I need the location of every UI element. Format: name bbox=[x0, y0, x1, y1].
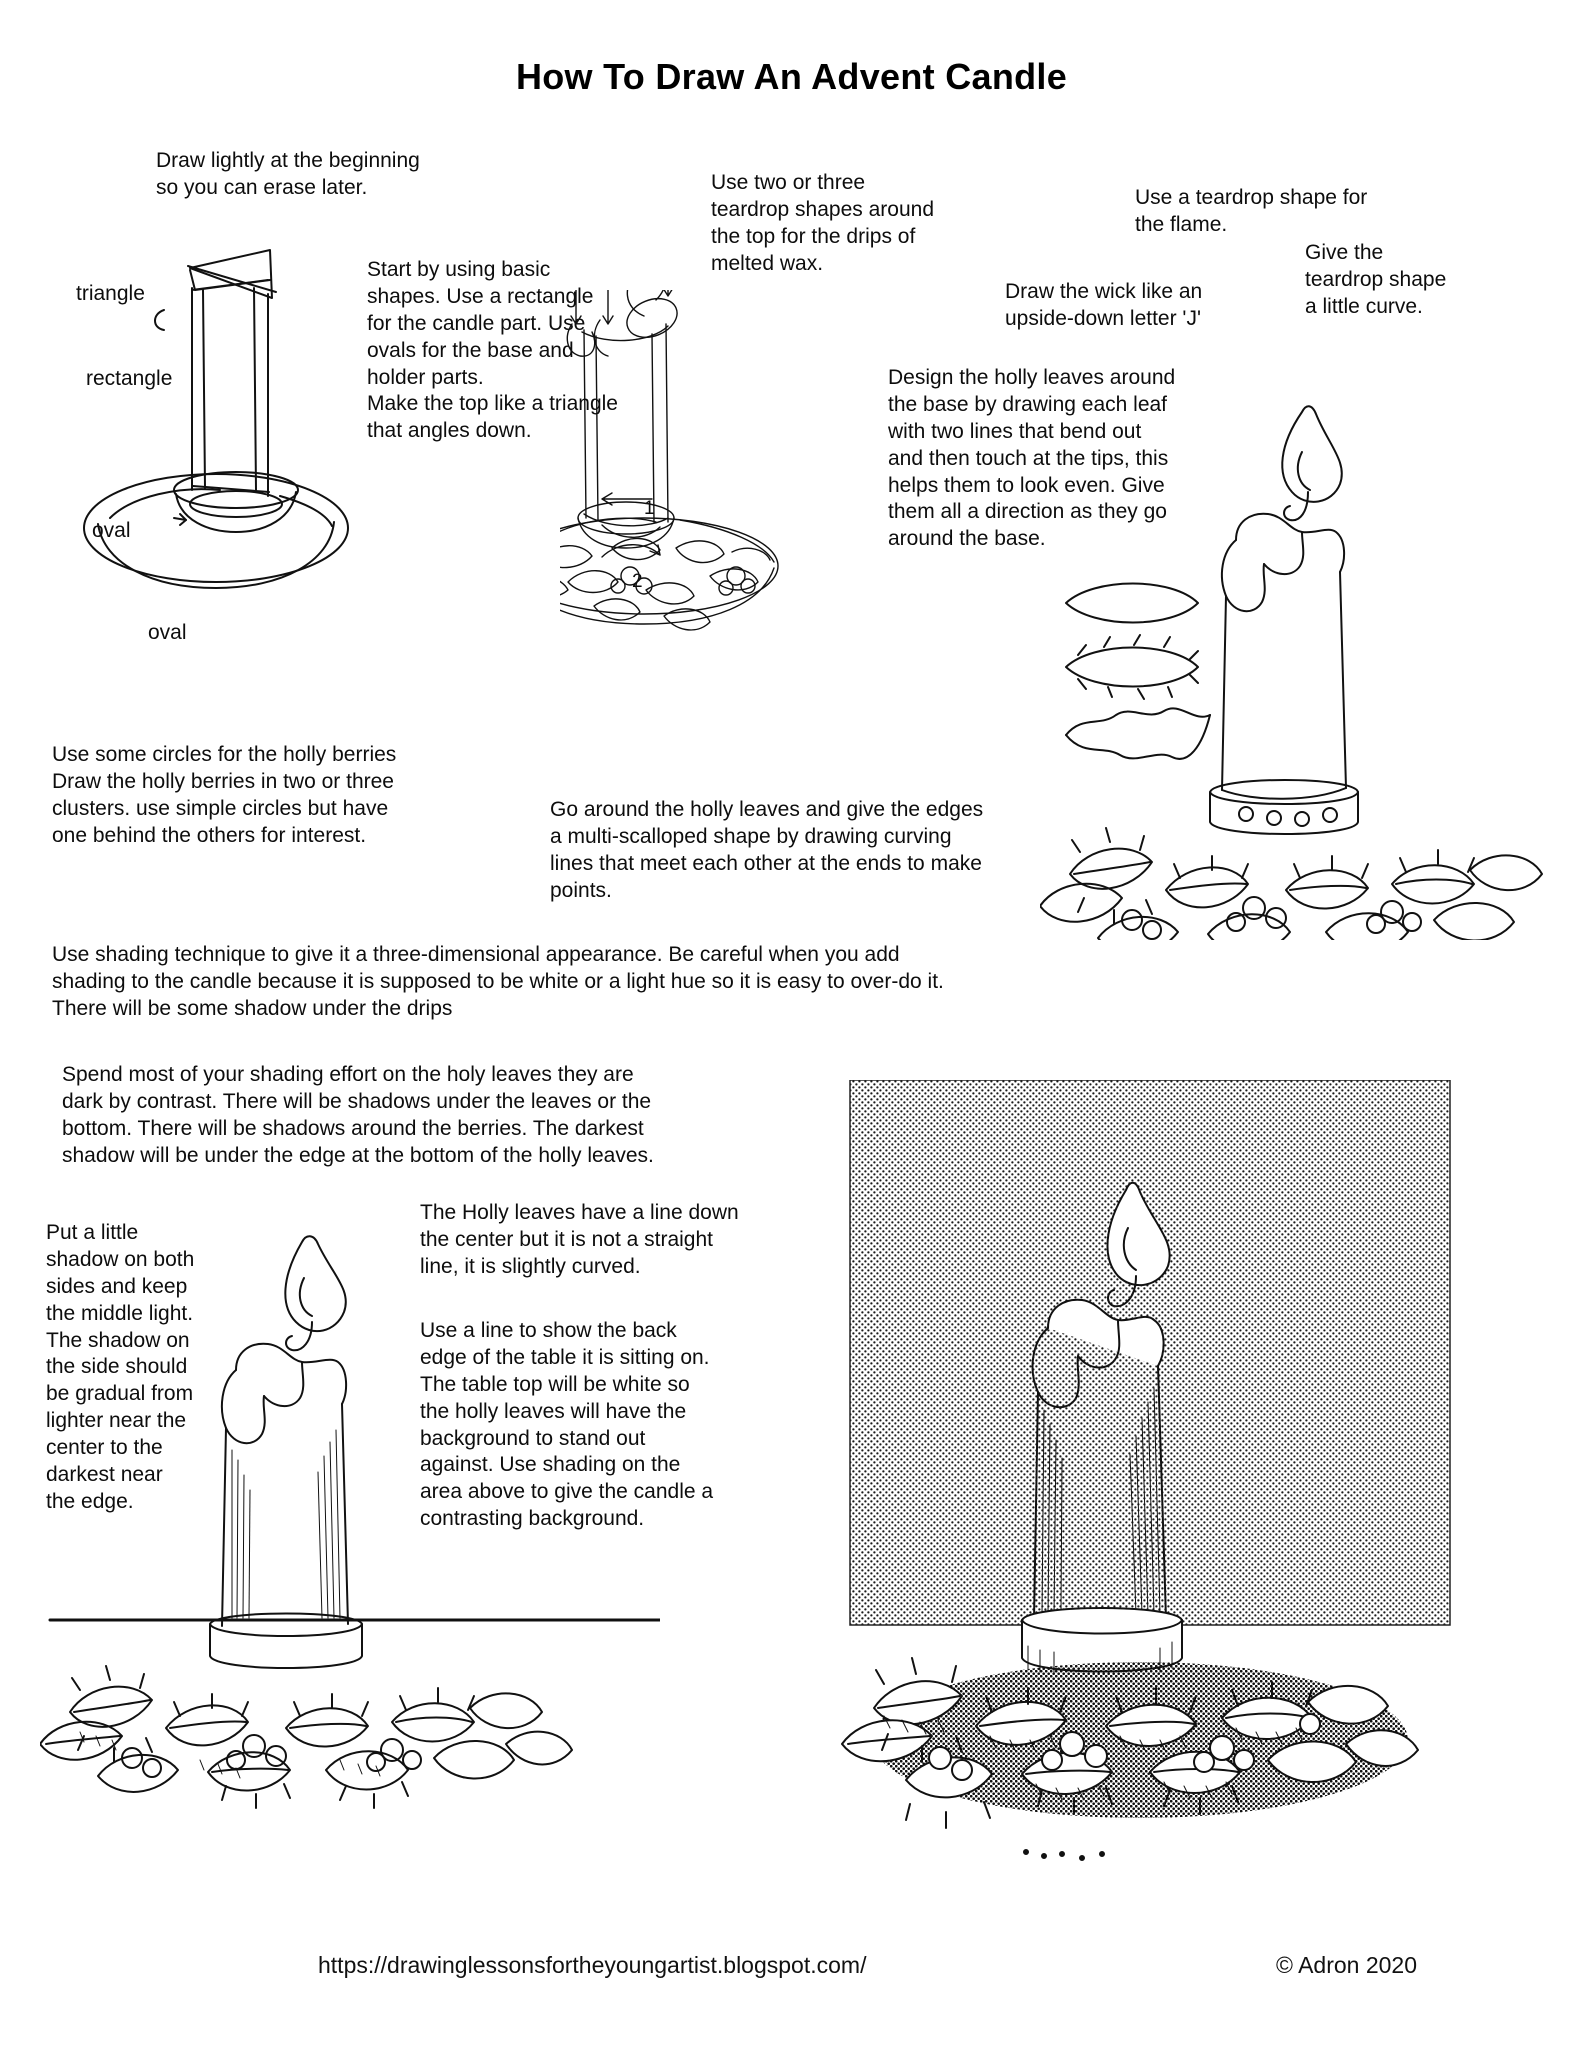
note-table-line: Use a line to show the back edge of the table it is sitting on. The table top will be white so the holly leaves will have the background to stand out against. Use shading on the area above to give the candle a contrasting background. bbox=[420, 1319, 714, 1531]
footer-copyright: © Adron 2020 bbox=[1276, 1952, 1417, 1978]
figure-finished-line-candle bbox=[1040, 400, 1560, 940]
page-title: How To Draw An Advent Candle bbox=[515, 56, 1068, 97]
footer-url[interactable]: https://drawinglessonsfortheyoungartist.blogspot.com/ bbox=[318, 1952, 867, 1978]
figure-shaded-candle bbox=[40, 1220, 660, 1870]
label-step-one: 1 bbox=[644, 498, 655, 519]
note-scallop: Go around the holly leaves and give the edges a multi-scalloped shape by drawing curving lines that meet each other at the ends to make points. bbox=[550, 798, 984, 902]
note-berries: Use some circles for the holly berries Draw the holly berries in two or three clusters. use simple circles but have one behind the others for interest. bbox=[52, 743, 397, 847]
note-draw-lightly: Draw lightly at the beginning so you can erase later. bbox=[156, 149, 420, 199]
note-teardrops: Use two or three teardrop shapes around the top for the drips of melted wax. bbox=[711, 171, 934, 275]
label-step-two: 2 bbox=[632, 571, 643, 592]
note-holly-leaves: Design the holly leaves around the base by drawing each leaf with two lines that bend out and then touch at the tips, this helps them to look even. Give them all a direction as they go around the base. bbox=[888, 366, 1176, 551]
figure-rotation-arrows bbox=[588, 485, 678, 595]
figure-final-shaded-candle bbox=[840, 1080, 1460, 1880]
label-rectangle: rectangle bbox=[86, 367, 173, 390]
note-shading-effort: Spend most of your shading effort on the holy leaves they are dark by contrast. There will be shadows under the leaves or the bottom. There will be shadows around the berries. The darkest shadow will be under the edge at the bottom of the holly leaves. bbox=[62, 1063, 654, 1167]
figure-construction-shapes bbox=[40, 228, 380, 658]
label-triangle: triangle bbox=[76, 282, 145, 305]
note-wick: Draw the wick like an upside-down letter 'J' bbox=[1005, 280, 1203, 330]
note-little-shadow: Put a little shadow on both sides and keep the middle light. The shadow on the side should be gradual from lighter near the center to the darkest near the edge. bbox=[46, 1221, 195, 1513]
note-flame: Use a teardrop shape for the flame. bbox=[1135, 186, 1368, 236]
note-shading: Use shading technique to give it a three-dimensional appearance. Be careful when you add shading to the candle because it is supposed to be white or a light hue so it is easy to over-do it. There will be some shadow under the drips bbox=[52, 943, 944, 1020]
note-curve: Give the teardrop shape a little curve. bbox=[1305, 241, 1447, 318]
note-leaf-line: The Holly leaves have a line down the center but it is not a straight line, it is slightly curved. bbox=[420, 1201, 739, 1278]
label-oval-top: oval bbox=[92, 519, 131, 542]
label-oval-bottom: oval bbox=[148, 621, 187, 644]
note-basic-shapes: Start by using basic shapes. Use a rectangle for the candle part. Use ovals for the base and holder parts. Make the top like a triangle that angles down. bbox=[367, 258, 618, 443]
